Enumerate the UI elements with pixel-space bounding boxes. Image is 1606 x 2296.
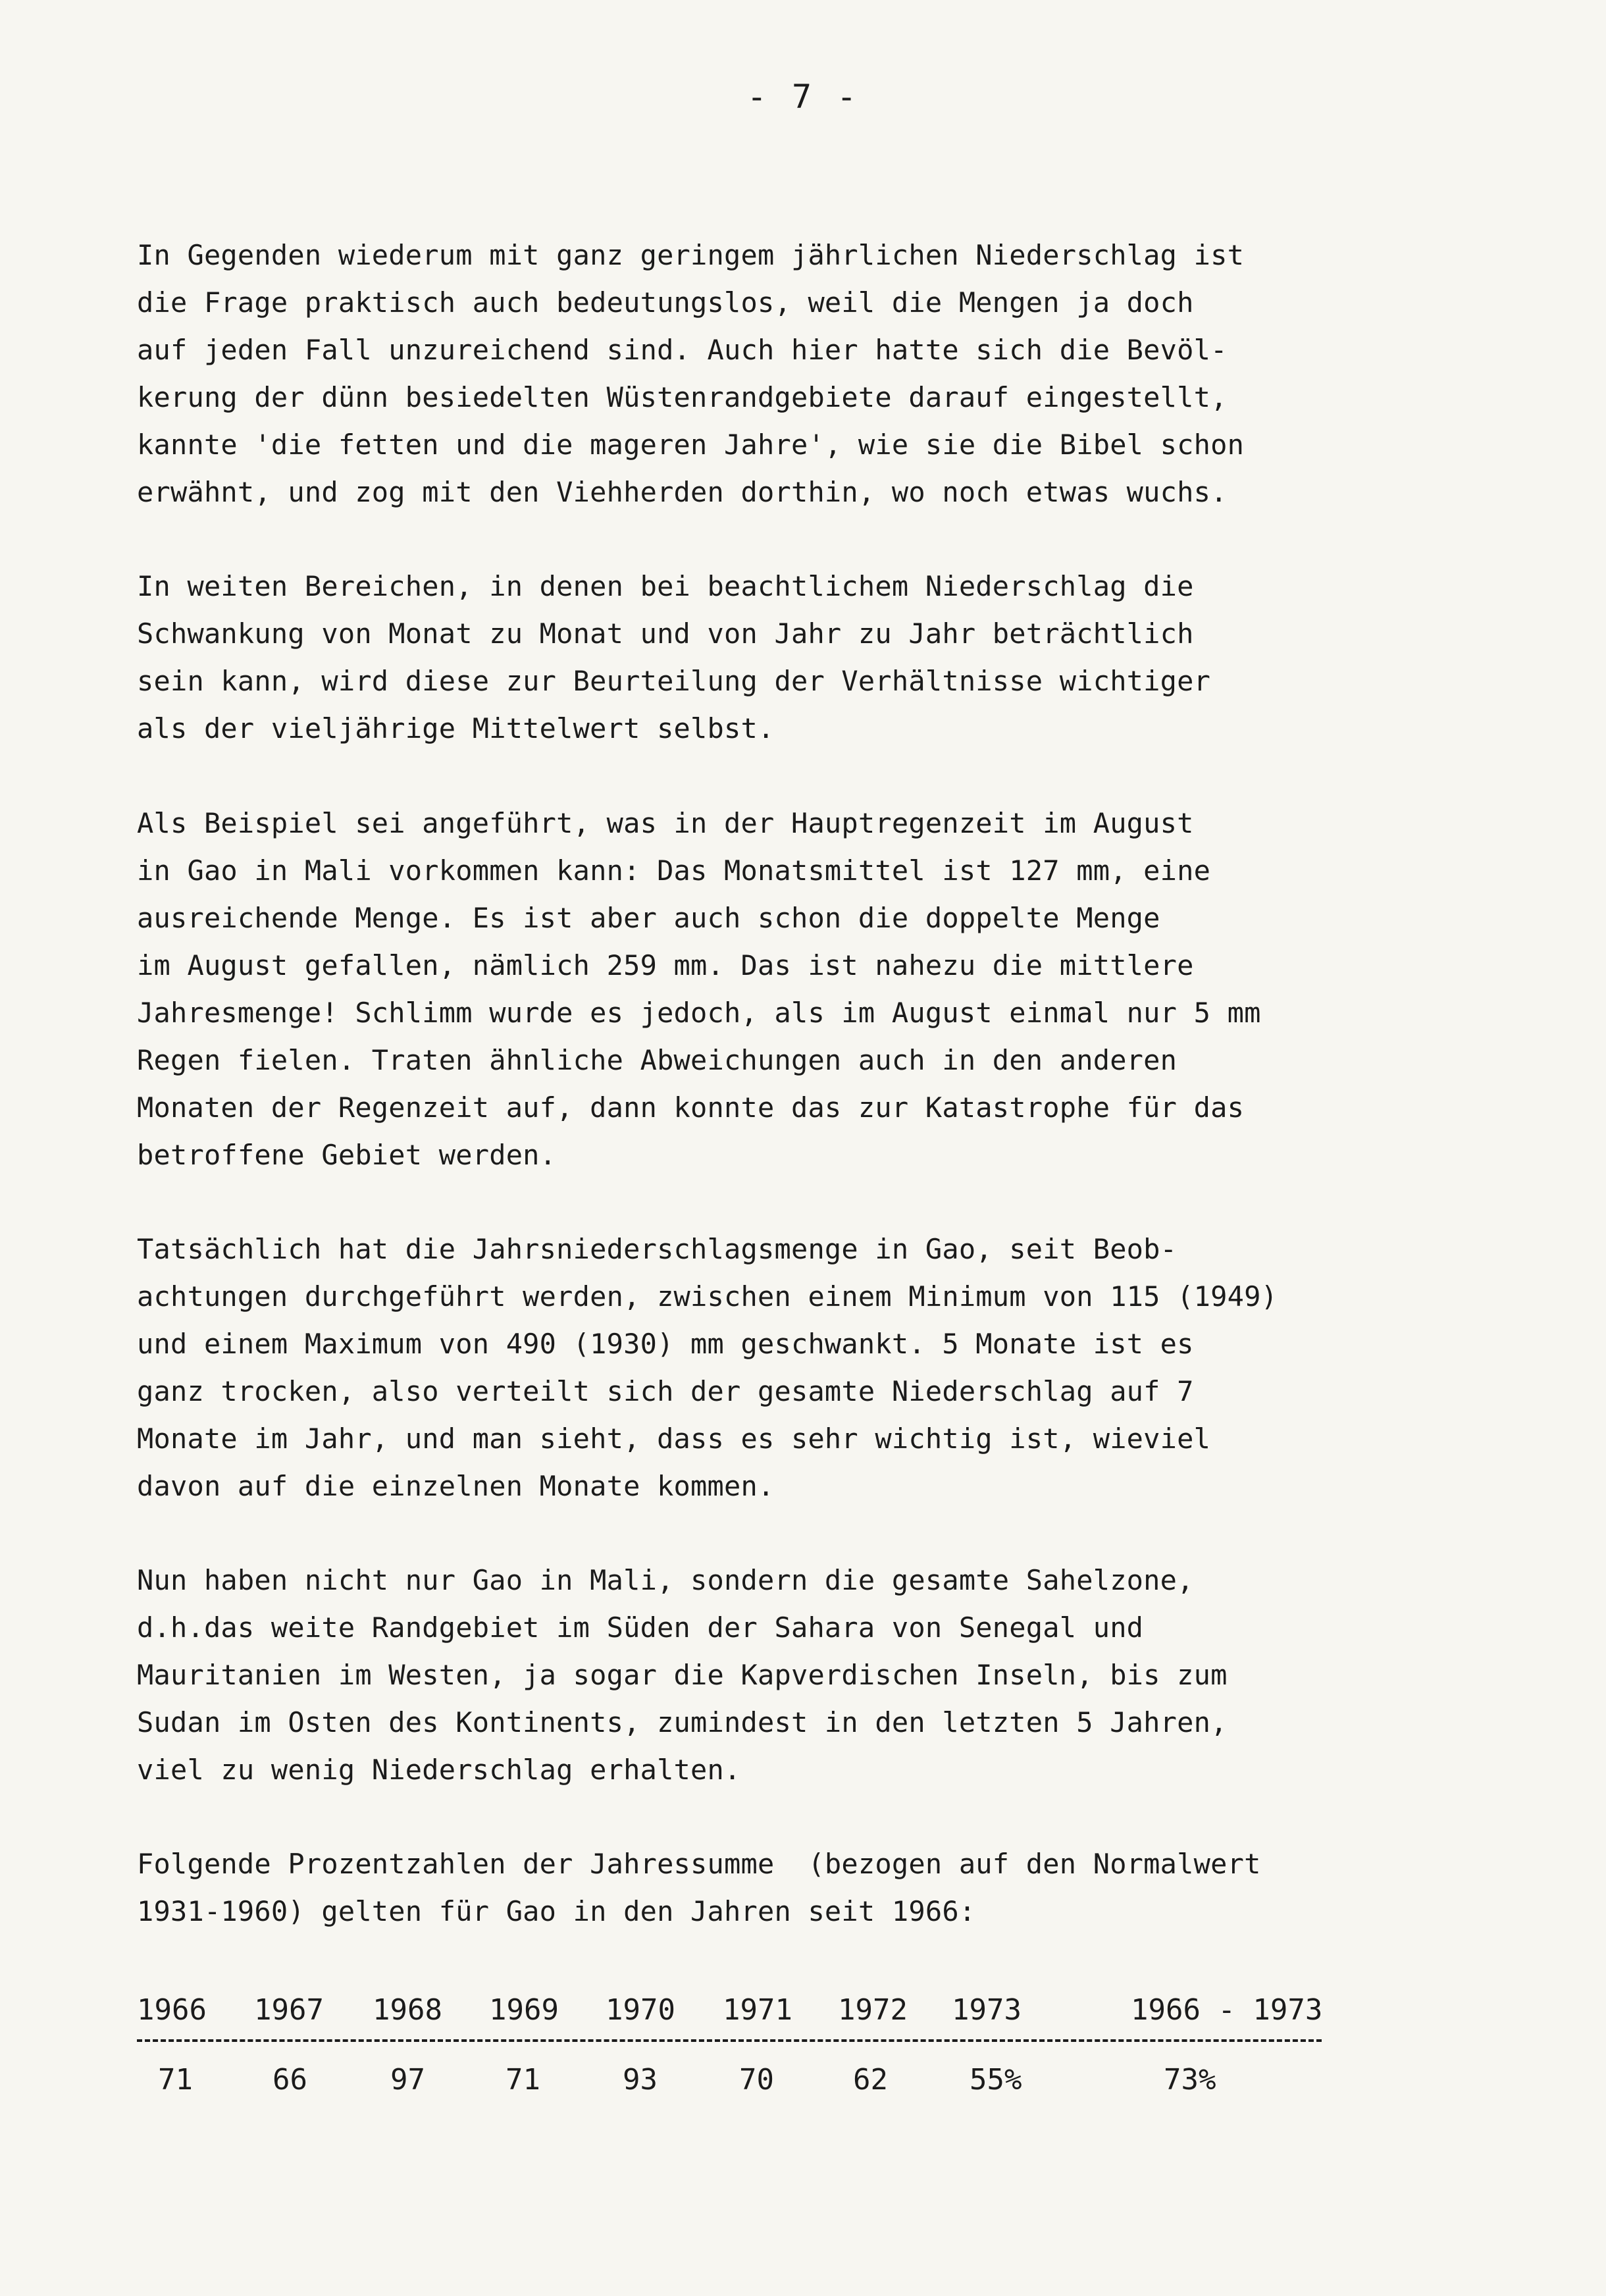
- percent-value: 93: [623, 2063, 658, 2097]
- percent-value: 71: [158, 2063, 193, 2097]
- text-line: Regen fielen. Traten ähnliche Abweichungen auch in den anderen: [137, 1044, 1178, 1076]
- text-line: Mauritanien im Westen, ja sogar die Kapverdischen Inseln, bis zum: [137, 1659, 1228, 1691]
- text-line: Schwankung von Monat zu Monat und von Jahr zu Jahr beträchtlich: [137, 617, 1194, 650]
- percent-value: 71: [505, 2063, 540, 2097]
- percent-value: 97: [390, 2063, 425, 2097]
- text-line: Folgende Prozentzahlen der Jahressumme (bezogen auf den Normalwert: [137, 1848, 1261, 1880]
- year-header: 1973: [952, 1993, 1022, 2027]
- paragraph-1: [137, 232, 1493, 516]
- text-line: Als Beispiel sei angeführt, was in der Hauptregenzeit im August: [137, 807, 1194, 839]
- text-line: Monate im Jahr, und man sieht, dass es sehr wichtig ist, wieviel: [137, 1422, 1211, 1455]
- text-line: ganz trocken, also verteilt sich der gesamte Niederschlag auf 7: [137, 1375, 1194, 1407]
- text-line: auf jeden Fall unzureichend sind. Auch hier hatte sich die Bevöl-: [137, 334, 1228, 366]
- text-line: davon auf die einzelnen Monate kommen.: [137, 1470, 775, 1502]
- paragraph-5: [137, 1557, 1493, 1794]
- text-line: In Gegenden wiederum mit ganz geringem jährlichen Niederschlag ist: [137, 239, 1245, 271]
- table-value-row: [137, 2060, 1322, 2113]
- percent-value: 66: [272, 2063, 307, 2097]
- year-header: 1970: [606, 1993, 675, 2027]
- text-line: ausreichende Menge. Es ist aber auch schon die doppelte Menge: [137, 902, 1160, 934]
- text-line: d.h.das weite Randgebiet im Süden der Sahara von Senegal und: [137, 1611, 1144, 1644]
- text-line: sein kann, wird diese zur Beurteilung der Verhältnisse wichtiger: [137, 665, 1211, 697]
- text-line: Monaten der Regenzeit auf, dann konnte das zur Katastrophe für das: [137, 1091, 1245, 1124]
- paragraph-4: [137, 1226, 1493, 1510]
- percent-value: 70: [739, 2063, 774, 2097]
- year-header: 1971: [723, 1993, 792, 2027]
- text-line: im August gefallen, nämlich 259 mm. Das ist nahezu die mittlere: [137, 949, 1194, 981]
- page-number: - 7 -: [746, 78, 860, 116]
- text-line: Sudan im Osten des Kontinents, zumindest in den letzten 5 Jahren,: [137, 1706, 1228, 1738]
- text-line: viel zu wenig Niederschlag erhalten.: [137, 1754, 741, 1786]
- year-header: 1968: [373, 1993, 442, 2027]
- year-header: 1967: [254, 1993, 324, 2027]
- text-line: betroffene Gebiet werden.: [137, 1139, 557, 1171]
- text-line: Nun haben nicht nur Gao in Mali, sondern die gesamte Sahelzone,: [137, 1564, 1194, 1596]
- percent-value: 73%: [1164, 2063, 1216, 2097]
- paragraph-3: [137, 800, 1493, 1179]
- year-header: 1966: [137, 1993, 207, 2027]
- percent-value: 55%: [970, 2063, 1022, 2097]
- text-line: Tatsächlich hat die Jahrsniederschlagsmenge in Gao, seit Beob-: [137, 1233, 1178, 1265]
- table-header-row: [137, 1987, 1322, 2042]
- paragraph-2: [137, 563, 1493, 752]
- text-line: In weiten Bereichen, in denen bei beachtlichem Niederschlag die: [137, 570, 1194, 602]
- text-line: achtungen durchgeführt werden, zwischen einem Minimum von 115 (1949): [137, 1280, 1278, 1313]
- text-line: die Frage praktisch auch bedeutungslos, weil die Mengen ja doch: [137, 286, 1194, 319]
- paragraph-6: [137, 1840, 1493, 1935]
- text-line: 1931-1960) gelten für Gao in den Jahren seit 1966:: [137, 1895, 976, 1927]
- year-header: 1969: [489, 1993, 559, 2027]
- text-line: in Gao in Mali vorkommen kann: Das Monatsmittel ist 127 mm, eine: [137, 854, 1211, 887]
- text-line: Jahresmenge! Schlimm wurde es jedoch, als im August einmal nur 5 mm: [137, 997, 1261, 1029]
- text-line: kerung der dünn besiedelten Wüstenrandgebiete darauf eingestellt,: [137, 381, 1228, 413]
- text-line: erwähnt, und zog mit den Viehherden dorthin, wo noch etwas wuchs.: [137, 476, 1228, 508]
- text-line: kannte 'die fetten und die mageren Jahre', wie sie die Bibel schon: [137, 429, 1245, 461]
- year-header: 1972: [838, 1993, 908, 2027]
- text-line: als der vieljährige Mittelwert selbst.: [137, 712, 775, 744]
- year-header: 1966 - 1973: [1131, 1993, 1323, 2027]
- text-line: und einem Maximum von 490 (1930) mm geschwankt. 5 Monate ist es: [137, 1328, 1194, 1360]
- percent-value: 62: [853, 2063, 888, 2097]
